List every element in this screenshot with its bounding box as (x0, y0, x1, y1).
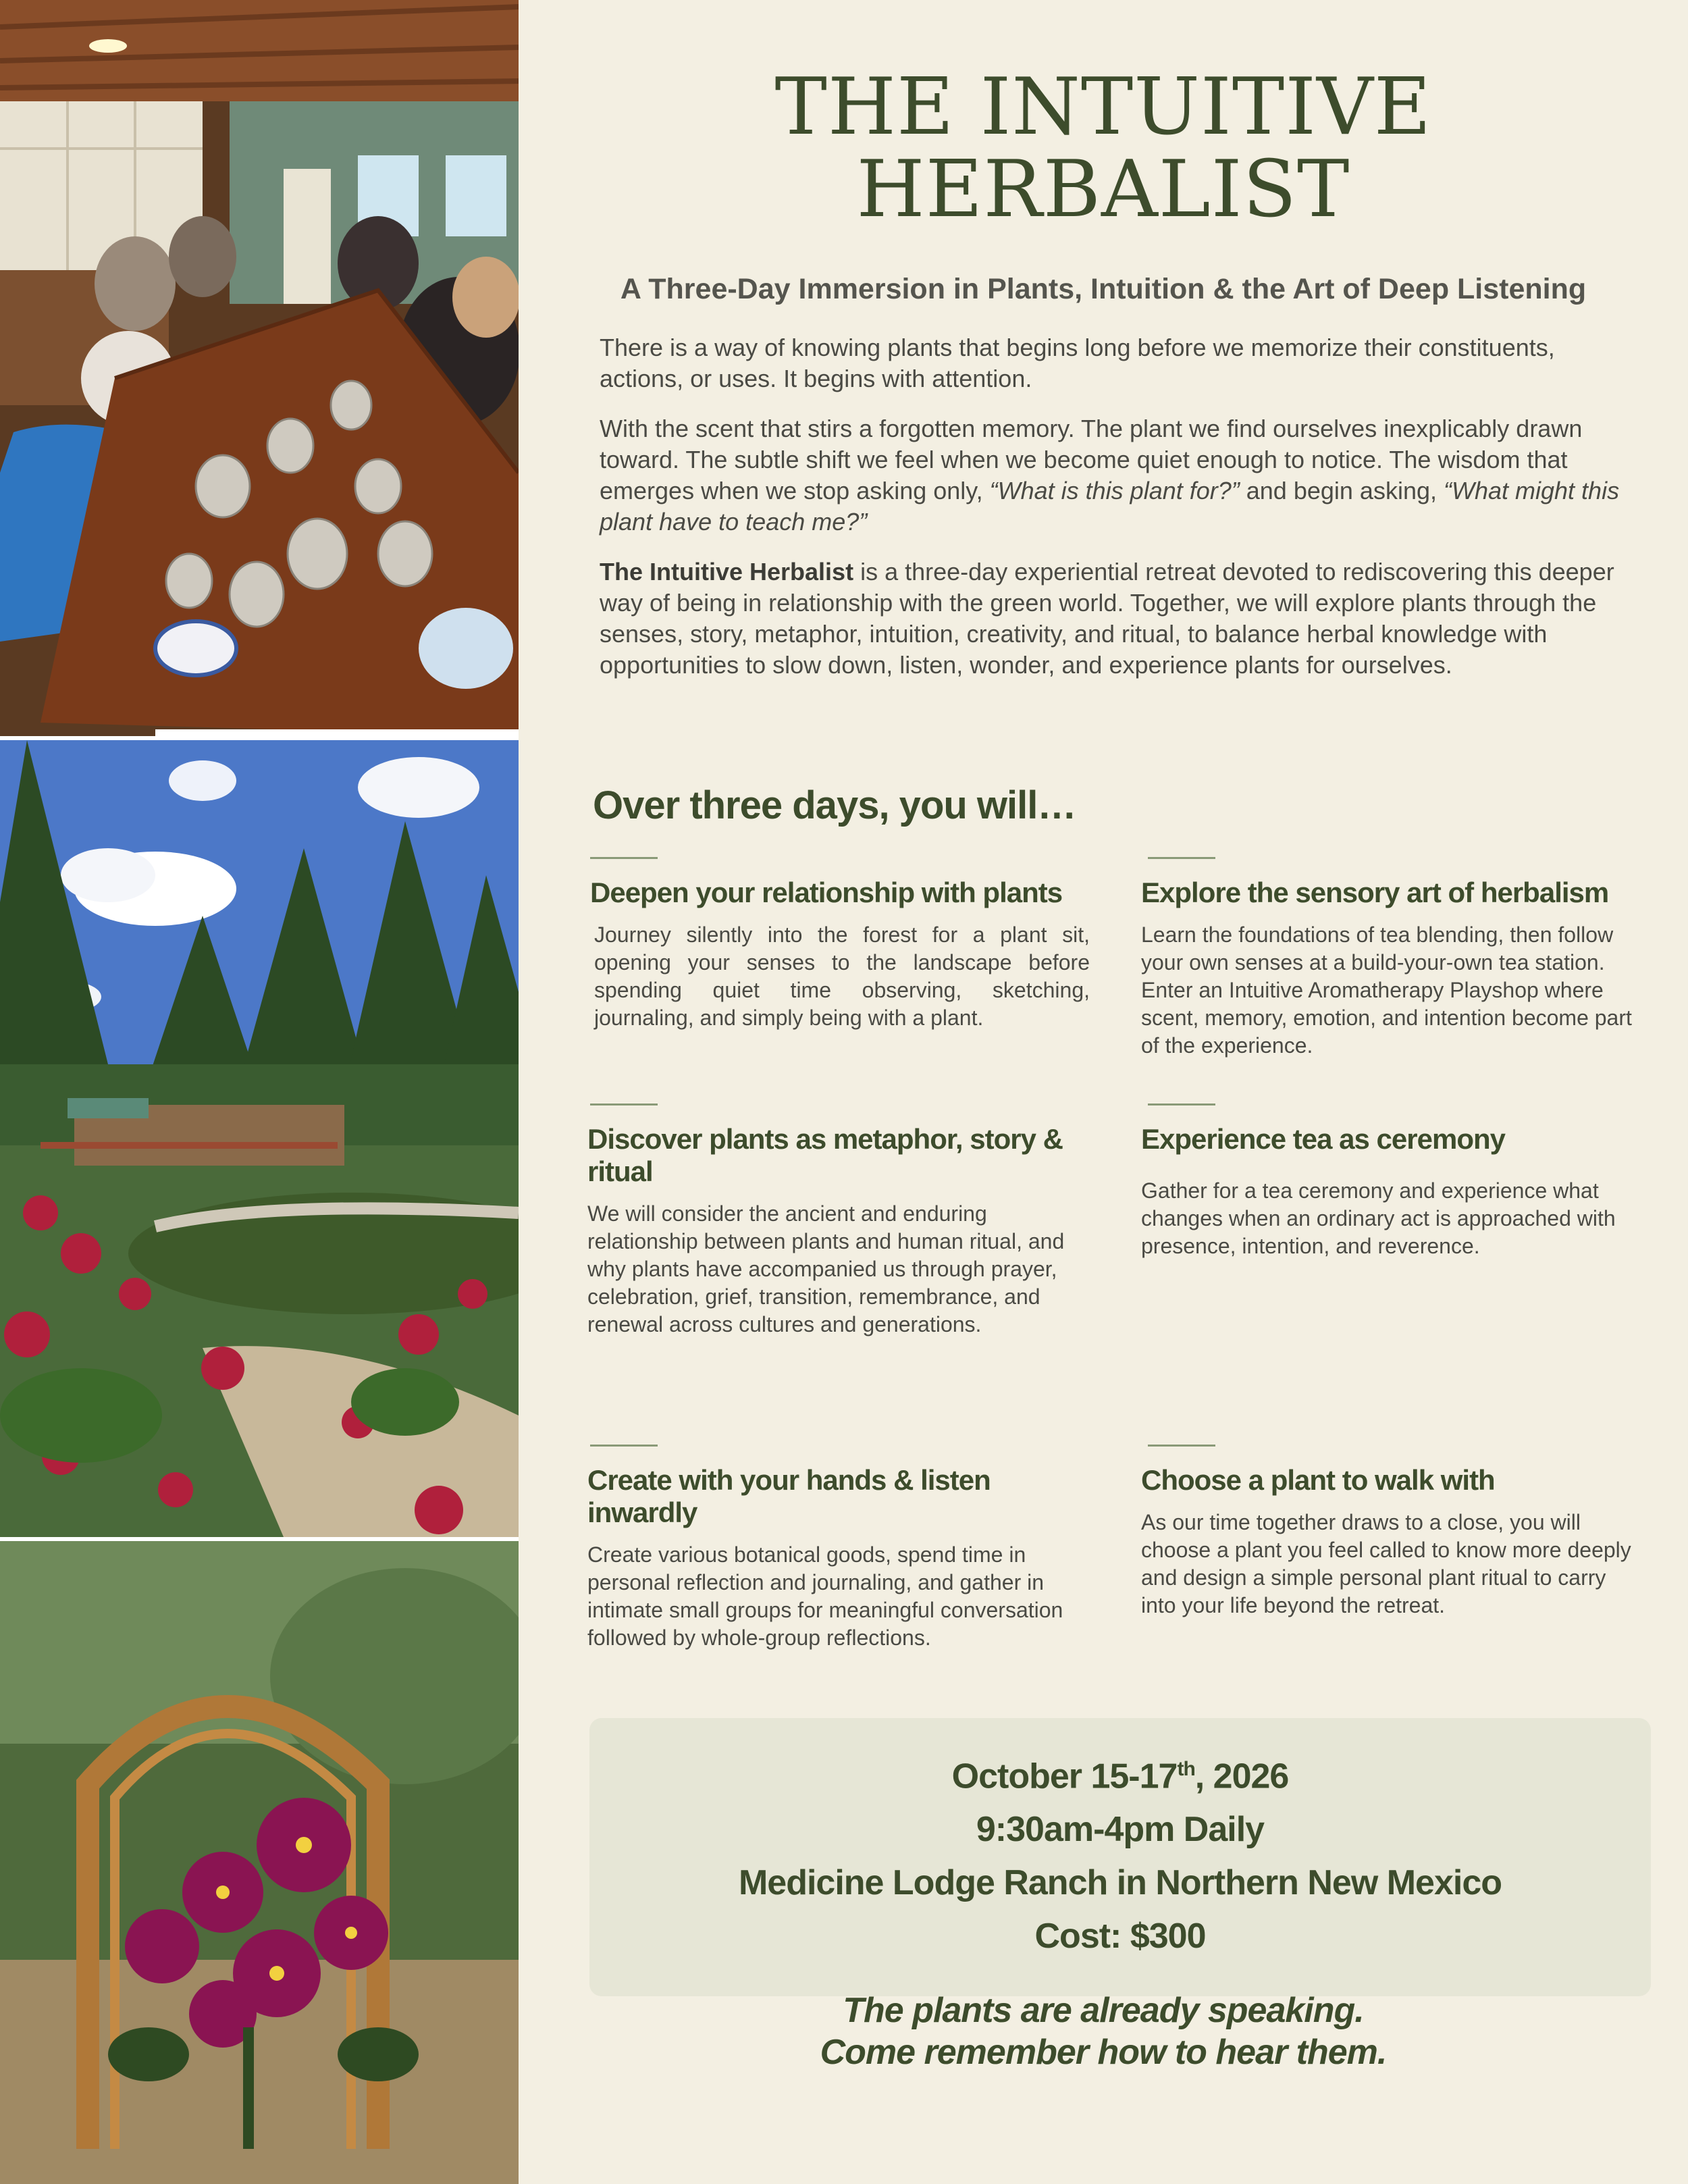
item-divider (1148, 857, 1215, 859)
item-title: Explore the sensory art of herbalism (1141, 877, 1609, 908)
item-deepen-relationship (590, 857, 1090, 1032)
item-divider (1148, 1103, 1215, 1106)
item-text: Learn the foundations of tea blending, then follow your own senses at a build-your-own tea station. Enter an Intuitive Aromatherapy Playshop where scent, memory, emotion, and intention become part of the experience. (1141, 922, 1632, 1058)
item-title: Discover plants as metaphor, story & ritual (587, 1123, 1063, 1187)
workshop-photo (0, 0, 519, 736)
intro-paragraph-2-mid: and begin asking, (1239, 477, 1444, 504)
intro-paragraph-1: There is a way of knowing plants that begins long before we memorize their constituents, actions, or uses. It begins with attention. (600, 334, 1555, 392)
item-choose-plant (1141, 1445, 1641, 1619)
item-text: Journey silently into the forest for a plant sit, opening your senses to the landscape before spending quiet time observing, sketching, journaling, and simply being with a plant. (594, 922, 1090, 1030)
item-text: Gather for a tea ceremony and experience what changes when an ordinary act is approached with presence, intention, and reverence. (1141, 1178, 1616, 1258)
item-divider (1148, 1445, 1215, 1447)
item-title: Deepen your relationship with plants (590, 877, 1063, 908)
item-text: Create various botanical goods, spend time in personal reflection and journaling, and gather in intimate small groups for meaningful conversation followed by whole-group reflections. (587, 1542, 1063, 1650)
intro-retreat-name: The Intuitive Herbalist (600, 558, 854, 586)
intro-text (600, 332, 1633, 700)
item-sensory-art (1141, 857, 1641, 1060)
closing-tagline (519, 1990, 1688, 2073)
intro-paragraph-3-text: is a three-day experiential retreat devoted to rediscovering this deeper way of being in relationship with the green world. Together, we will explore plants through the senses, story, metaphor, intuition, creativity, and ritual, to balance herbal knowledge with opportunities to slow down, listen, wonder, and experience plants for ourselves. (600, 558, 1614, 679)
section-heading: Over three days, you will… (593, 783, 1076, 827)
intro-paragraph-2 (600, 413, 1633, 538)
intro-paragraph-3 (600, 556, 1633, 681)
event-info-box (589, 1718, 1651, 1996)
item-create-hands (587, 1445, 1087, 1652)
item-text: We will consider the ancient and enduring relationship between plants and human ritual, and why plants have accompanied us through prayer, celebration, grief, transition, remembrance, and renewal across cultures and generations. (587, 1201, 1065, 1336)
garden-pond-photo (0, 740, 519, 1537)
item-title: Experience tea as ceremony (1141, 1123, 1505, 1155)
item-divider (590, 857, 658, 859)
item-title: Create with your hands & listen inwardly (587, 1464, 991, 1528)
intro-question-2: “What might this plant have to teach me?” (600, 477, 1620, 536)
event-date (589, 1742, 1651, 1803)
event-cost: Cost: $300 (1034, 1917, 1206, 1956)
item-divider (590, 1103, 658, 1106)
item-divider (590, 1445, 658, 1447)
item-text: As our time together draws to a close, you will choose a plant you feel called to know more deeply and design a simple personal plant ritual to carry into your life beyond the retreat. (1141, 1510, 1631, 1617)
page-title: THE INTUITIVE HERBALIST (774, 61, 1432, 235)
closing-line-2: Come remember how to hear them. (820, 2033, 1387, 2072)
photo-column (0, 0, 519, 2184)
content-panel (519, 0, 1688, 2184)
page-subtitle: A Three-Day Immersion in Plants, Intuition & the Art of Deep Listening (620, 273, 1587, 305)
event-time: 9:30am-4pm Daily (976, 1810, 1265, 1850)
item-tea-ceremony (1141, 1103, 1641, 1260)
event-date-main: October 15-17 (951, 1757, 1178, 1796)
item-metaphor-story (587, 1103, 1087, 1338)
item-title: Choose a plant to walk with (1141, 1464, 1495, 1496)
rose-arbor-photo (0, 1541, 519, 2184)
event-location: Medicine Lodge Ranch in Northern New Mexico (738, 1863, 1502, 1903)
event-date-year: , 2026 (1194, 1757, 1289, 1796)
closing-line-1: The plants are already speaking. (843, 1991, 1364, 2030)
intro-question-1: “What is this plant for?” (989, 477, 1240, 504)
intro-paragraph-2-text: With the scent that stirs a forgotten memory. The plant we find ourselves inexplicably drawn toward. The subtle shift we feel when we become quiet enough to notice. The wisdom that emerges when we stop asking only, (600, 415, 1583, 504)
event-date-suffix: th (1177, 1758, 1195, 1780)
